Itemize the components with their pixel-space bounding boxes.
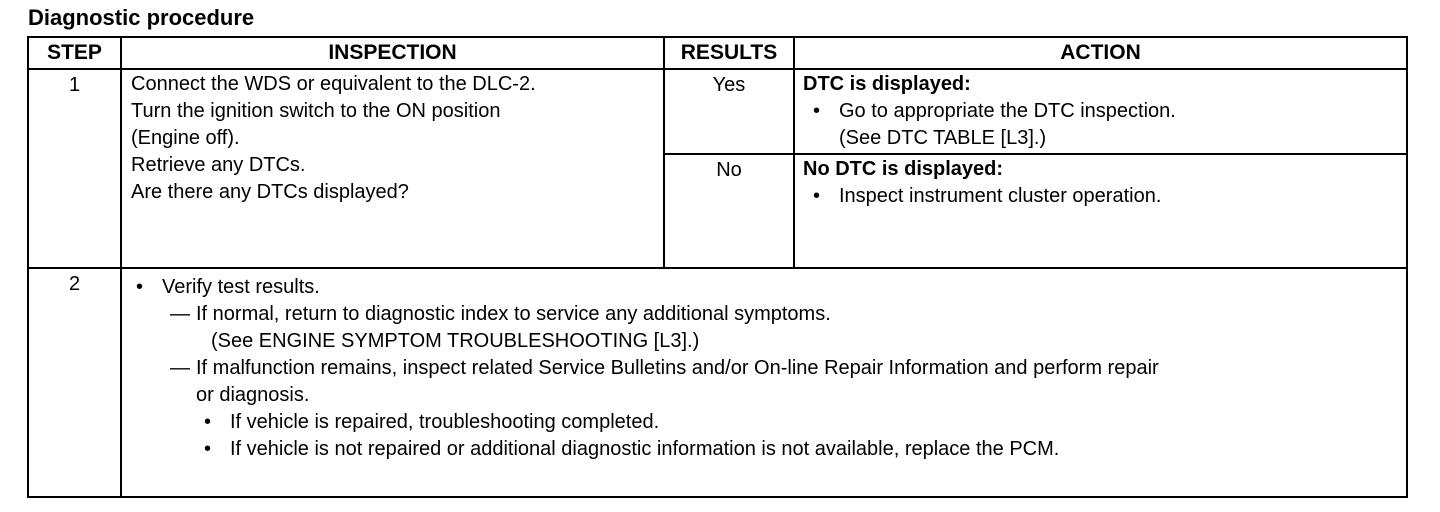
header-step: STEP xyxy=(28,37,121,69)
malfunction-continuation: or diagnosis. xyxy=(196,384,310,406)
step1-action-no xyxy=(794,154,1407,268)
normal-see-reference: (See ENGINE SYMPTOM TROUBLESHOOTING [L3].) xyxy=(211,330,700,352)
step2-row xyxy=(28,268,1407,497)
normal-item: — If normal, return to diagnostic index to service any additional symptoms. xyxy=(136,301,1400,328)
step1-inspection-line: Retrieve any DTCs. xyxy=(131,154,306,176)
step2-number: 2 xyxy=(28,268,121,497)
step1-inspection xyxy=(121,69,664,268)
sub-bullet: • If vehicle is not repaired or additional diagnostic information is not available, replace the PCM. xyxy=(204,436,1400,463)
header-inspection: INSPECTION xyxy=(121,37,664,69)
header-results: RESULTS xyxy=(664,37,794,69)
header-row xyxy=(28,37,1407,69)
header-action: ACTION xyxy=(794,37,1407,69)
malfunction-item: — If malfunction remains, inspect related Service Bulletins and/or On-line Repair Information and perform repair xyxy=(136,355,1400,382)
step1-inspection-line: Turn the ignition switch to the ON position xyxy=(131,100,501,122)
action-heading: No DTC is displayed: xyxy=(803,158,1004,180)
step2-bullet: • Verify test results. xyxy=(136,274,1400,301)
step2-content xyxy=(121,268,1407,497)
diagnostic-table xyxy=(27,36,1408,498)
action-bullet: • Inspect instrument cluster operation. xyxy=(813,183,1400,210)
sub-bullet: • If vehicle is repaired, troubleshooting completed. xyxy=(204,409,1400,436)
step1-action-yes xyxy=(794,69,1407,154)
action-bullet: • Go to appropriate the DTC inspection. (See DTC TABLE [L3].) xyxy=(813,98,1400,152)
step1-inspection-line: Are there any DTCs displayed? xyxy=(131,181,409,203)
step1-inspection-line: (Engine off). xyxy=(131,127,240,149)
step1-yes-row xyxy=(28,69,1407,154)
step1-inspection-line: Connect the WDS or equivalent to the DLC-2. xyxy=(131,73,536,95)
action-heading: DTC is displayed: xyxy=(803,73,971,95)
step1-number: 1 xyxy=(28,69,121,268)
see-reference: (See DTC TABLE [L3].) xyxy=(839,127,1047,149)
page-title: Diagnostic procedure xyxy=(28,5,255,30)
step1-result-yes: Yes xyxy=(664,69,794,154)
step1-result-no: No xyxy=(664,154,794,268)
